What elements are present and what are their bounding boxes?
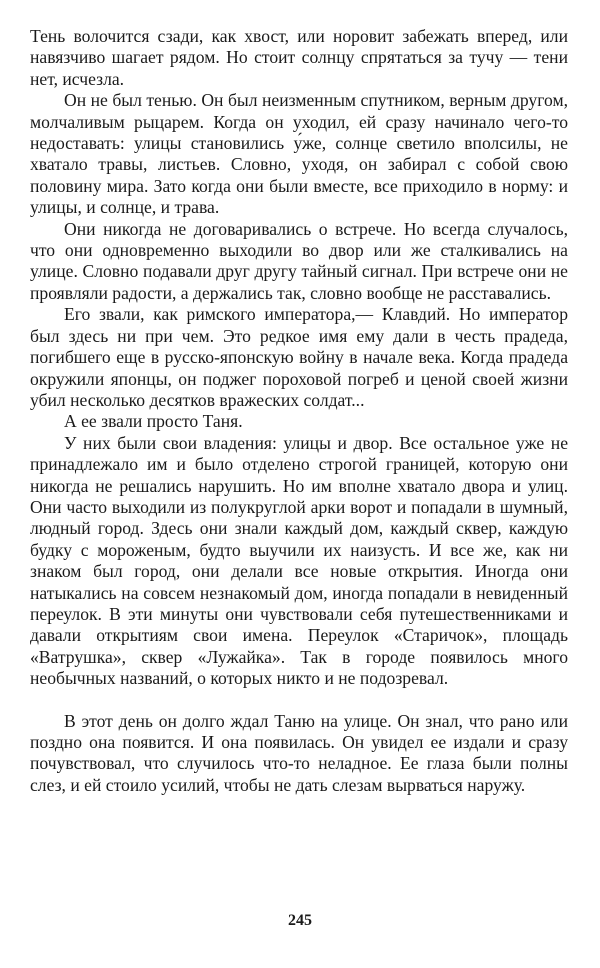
paragraph-meetings: Они никогда не договаривались о встрече. Но всегда случалось, что они одновременно выходили во двор или же сталкивались на улице. Словно подавали друг другу тайный сигнал. При встрече они не проявляли радости, а держались так, словно вообще не расставались.: [30, 218, 568, 303]
page-number: 245: [288, 912, 312, 929]
paragraph-klavdiy: Его звали, как римского императора,— Клавдий. Но император был здесь ни при чем. Это редкое имя ему дали в честь прадеда, погибшего еще в русско-японскую войну в начале века. Когда прадеда окружили японцы, он поджег пороховой погреб и ценой своей жизни убил несколько десятков вражеских солдат...: [30, 304, 568, 410]
book-page-text: [30, 26, 568, 796]
paragraph-that-day: В этот день он долго ждал Таню на улице. Он знал, что рано или поздно она появится. И она появилась. Он увидел ее издали и сразу почувствовал, что случилось что-то неладное. Ее глаза были полны слез, и ей стоило усилий, чтобы не дать слезам вырваться наружу.: [30, 710, 568, 795]
paragraph-tanya: А ее звали просто Таня.: [64, 411, 243, 432]
paragraph-companion: Он не был тенью. Он был неизменным спутником, верным другом, молчаливым рыцарем. Когда он уходил, ей сразу начинало чего-то недоставать: улицы становились у́же, солнце светило вполсилы, не хватало травы, листьев. Словно, уходя, он забирал с собой свою половину мира. Зато когда они были вместе, все приходило в норму: и улицы, и солнце, и трава.: [30, 90, 568, 218]
paragraph-domains: У них были свои владения: улицы и двор. Все остальное уже не принадлежало им и было отделено строгой границей, которую они никогда не решались нарушить. Но им вполне хватало двора и улиц. Они часто выходили из полукруглой арки ворот и попадали в шумный, людный город. Здесь они знали каждый дом, каждый сквер, каждую будку с мороженым, будто выучили их наизусть. И все же, как ни знаком был город, они делали все новые открытия. Иногда они натыкались на совсем незнакомый дом, иногда попадали в невиденный переулок. В эти минуты они чувствовали себя путешественниками и давали открытиям свои имена. Переулок «Старичок», площадь «Ватрушка», сквер «Лужайка». Так в городе появилось много необычных названий, о которых никто и не подозревал.: [30, 432, 568, 689]
paragraph-shadow: Тень волочится сзади, как хвост, или норовит забежать вперед, или навязчиво шагает рядом. Но стоит солнцу спрятаться за тучу — тени нет, исчезла.: [30, 26, 568, 89]
